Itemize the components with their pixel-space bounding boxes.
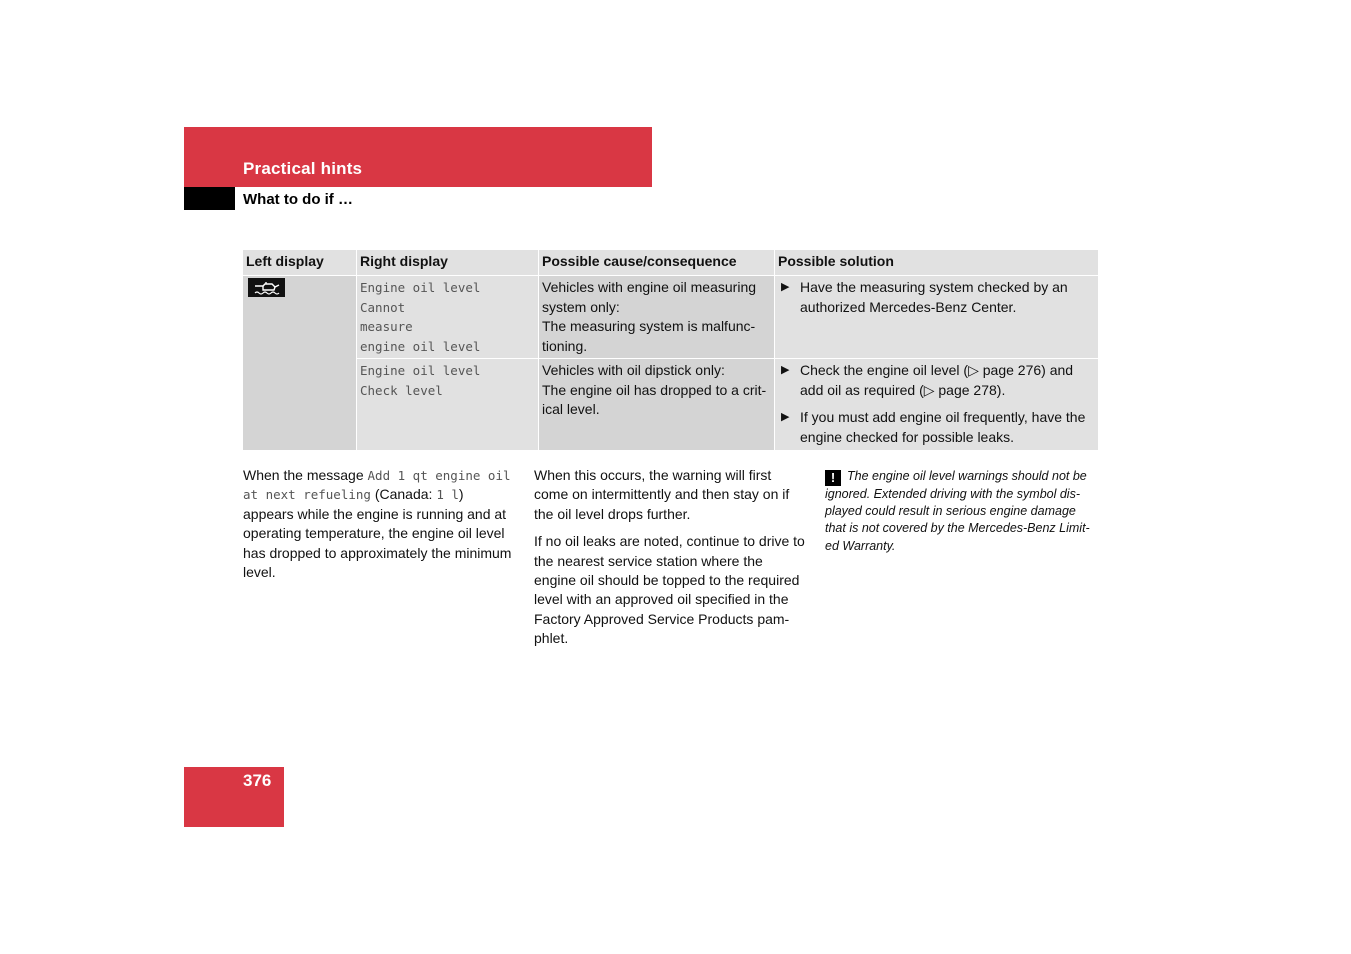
subsection-title: What to do if …: [243, 191, 353, 208]
warning-behavior-paragraph: When this occurs, the warning will first come on intermittently and then stay on if the oil level drops further.: [534, 467, 790, 522]
column-header-cause: Possible cause/consequence: [539, 250, 774, 275]
solution-bullet: ▶ Have the measuring system checked by an authorized Mercedes-Benz Center.: [781, 279, 1068, 315]
oil-message-paragraph: When the message Add 1 qt engine oil at next refueling (Canada: 1 l) appears while the engine is running and at operating temperature, the engine oil level has dropped to approximately the minimum level.: [243, 467, 512, 581]
solution-bullet: ▶ If you must add engine oil frequently, have the engine checked for possible leaks.: [781, 409, 1086, 445]
column-header-right-display: Right display: [357, 250, 538, 275]
column-header-left-display: Left display: [243, 250, 356, 275]
table-row-2-right-display: Engine oil level Check level: [360, 363, 481, 398]
table-row-1-right-display: Engine oil level Cannot measure engine oil level: [360, 280, 481, 354]
page-number: 376: [243, 771, 272, 790]
body-column-1: [243, 466, 518, 590]
exclamation-icon: !: [825, 470, 841, 486]
bullet-arrow-icon: ▶: [781, 281, 790, 293]
bullet-arrow-icon: ▶: [781, 364, 790, 376]
body-column-2: [534, 466, 807, 657]
left-display-cell: [243, 276, 356, 450]
section-title: Practical hints: [243, 159, 363, 178]
service-advice-paragraph: If no oil leaks are noted, continue to drive to the nearest service station where the engine oil should be topped to the required level with an approved oil specified in the Factory Approved Service Products pam-phlet.: [534, 533, 805, 647]
section-marker: [184, 187, 235, 210]
column-header-solution: Possible solution: [775, 250, 1098, 275]
display-messages-table: [243, 250, 1098, 450]
solution-bullet: ▶ Check the engine oil level (▷ page 276) and add oil as required (▷ page 278).: [781, 362, 1074, 398]
table-row-2-cause: Vehicles with oil dipstick only: The engine oil has dropped to a crit-ical level.: [542, 362, 767, 417]
bullet-arrow-icon: ▶: [781, 411, 790, 423]
table-row-1-cause: Vehicles with engine oil measuring system only: The measuring system is malfunc-tioning.: [542, 279, 757, 354]
table-row-2-solution: [775, 359, 1098, 455]
table-row-1-solution: [775, 276, 1098, 325]
engine-oil-level-icon: [248, 278, 285, 297]
caution-note: ! The engine oil level warnings should not be ignored. Extended driving with the symbol dis-played could result in serious engine damage that is not covered by the Mercedes-Benz Limit-ed Warranty.: [825, 469, 1090, 553]
